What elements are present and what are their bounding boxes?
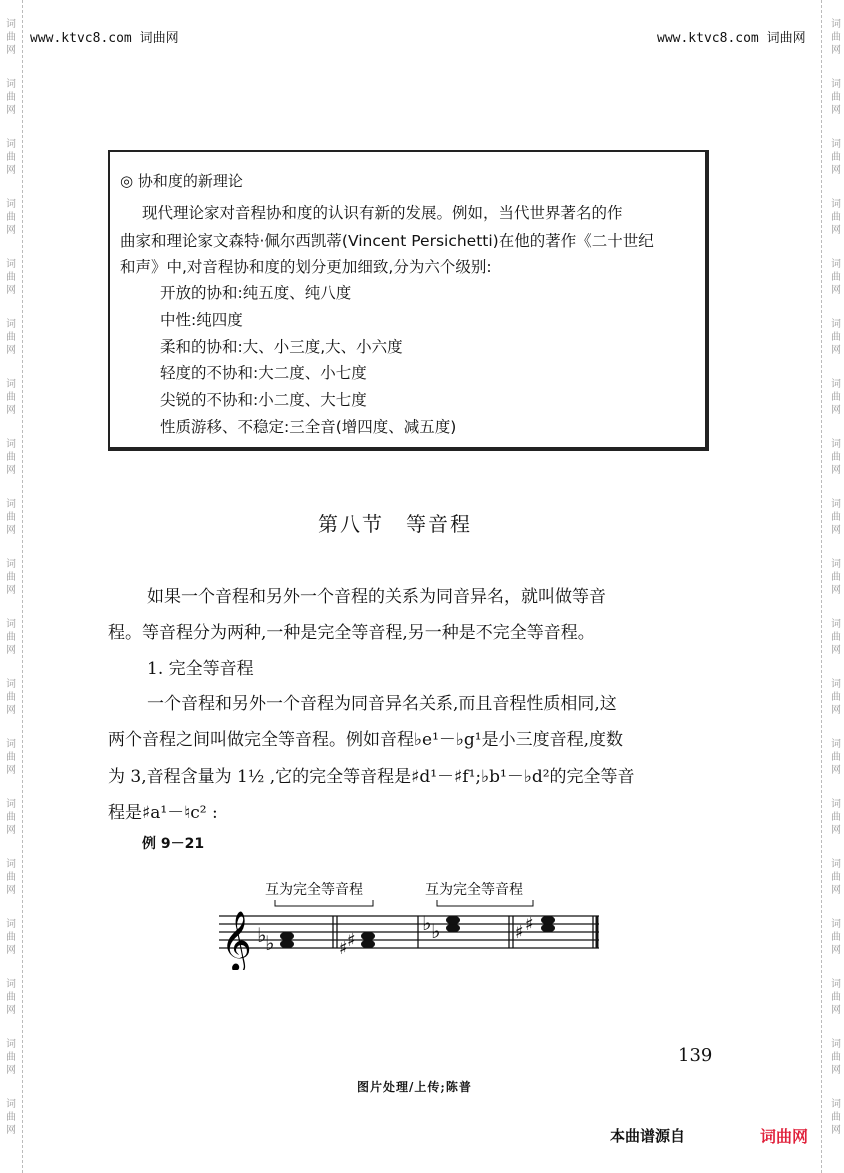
paragraph-line: 两个音程之间叫做完全等音程。例如音程♭e¹－♭g¹是小三度音程,度数 [108, 730, 624, 750]
side-watermark-char: 词 [6, 739, 16, 750]
side-watermark-char: 词 [831, 379, 841, 390]
side-watermark-char: 曲 [6, 632, 16, 643]
side-watermark-char: 曲 [6, 392, 16, 403]
side-watermark [3, 558, 19, 618]
side-watermark-char: 网 [831, 585, 841, 596]
side-watermark-char: 词 [831, 559, 841, 570]
side-watermark [3, 858, 19, 918]
side-watermark-char: 词 [831, 859, 841, 870]
side-watermark-char: 曲 [831, 752, 841, 763]
side-watermark-char: 曲 [6, 812, 16, 823]
side-watermark-char: 网 [831, 825, 841, 836]
side-watermark-char: 网 [831, 885, 841, 896]
paragraph-line: 为 3,音程含量为 1½ ,它的完全等音程是♯d¹－♯f¹;♭b¹－♭d²的完全等音 [108, 767, 635, 787]
side-watermark [828, 618, 844, 678]
side-watermark-char: 曲 [831, 512, 841, 523]
side-watermark-char: 曲 [831, 632, 841, 643]
side-watermark-char: 网 [6, 225, 16, 236]
side-watermark-char: 网 [6, 525, 16, 536]
side-watermark-char: 网 [6, 705, 16, 716]
side-watermark [828, 438, 844, 498]
side-watermark-char: 曲 [831, 332, 841, 343]
flat-icon: ♭ [265, 931, 275, 955]
side-watermark-char: 网 [6, 645, 16, 656]
side-watermark-char: 网 [831, 225, 841, 236]
side-watermark-char: 网 [831, 285, 841, 296]
side-watermark-char: 词 [831, 979, 841, 990]
side-watermark-char: 网 [831, 1065, 841, 1076]
side-watermark-char: 词 [831, 19, 841, 30]
side-watermark [828, 498, 844, 558]
treble-clef-icon: 𝄞 [221, 911, 252, 970]
side-watermark-char: 曲 [6, 1112, 16, 1123]
side-watermark [3, 258, 19, 318]
side-watermark-char: 词 [6, 19, 16, 30]
side-watermark-char: 网 [6, 765, 16, 776]
paragraph-line: 程是♯a¹－♮c² : [108, 803, 218, 823]
music-score [215, 878, 605, 970]
side-watermark-char: 曲 [831, 572, 841, 583]
side-watermark [3, 738, 19, 798]
side-watermark-char: 网 [6, 825, 16, 836]
side-watermark [3, 198, 19, 258]
example-label: 例 9－21 [142, 836, 205, 852]
sharp-icon: ♯ [347, 930, 356, 951]
box-line: 和声》中,对音程协和度的划分更加细致,分为六个级别: [120, 258, 492, 276]
left-page-border [22, 0, 25, 1173]
side-watermark-char: 曲 [831, 932, 841, 943]
side-watermark-char: 网 [831, 45, 841, 56]
side-watermark-char: 网 [6, 405, 16, 416]
side-watermark [3, 978, 19, 1038]
side-watermark-char: 曲 [831, 152, 841, 163]
side-watermark [828, 78, 844, 138]
side-watermark-char: 曲 [831, 872, 841, 883]
box-line: 性质游移、不稳定:三全音(增四度、减五度) [160, 418, 457, 436]
paragraph-line: 一个音程和另外一个音程为同音异名关系,而且音程性质相同,这 [147, 694, 617, 714]
chord-4 [515, 914, 555, 943]
side-watermark-char: 词 [6, 259, 16, 270]
side-watermark-char: 词 [831, 79, 841, 90]
side-watermark-char: 曲 [831, 272, 841, 283]
subheading: 1. 完全等音程 [147, 659, 254, 679]
side-watermark-char: 词 [831, 679, 841, 690]
side-watermark-char: 词 [6, 79, 16, 90]
side-watermark-char: 曲 [6, 332, 16, 343]
side-watermark-char: 词 [6, 199, 16, 210]
side-watermark-char: 网 [6, 885, 16, 896]
box-line: 现代理论家对音程协和度的认识有新的发展。例如，当代世界著名的作 [142, 204, 623, 222]
side-watermark-char: 网 [831, 465, 841, 476]
side-watermark-char: 词 [6, 559, 16, 570]
side-watermark-char: 网 [6, 165, 16, 176]
source-brand-link[interactable]: 词曲网 [760, 1127, 809, 1146]
side-watermark-char: 曲 [6, 452, 16, 463]
side-watermark-char: 曲 [831, 692, 841, 703]
side-watermark-char: 词 [6, 499, 16, 510]
side-watermark-char: 曲 [831, 1052, 841, 1063]
side-watermark-char: 曲 [831, 392, 841, 403]
side-watermark-char: 曲 [831, 992, 841, 1003]
side-watermark-char: 网 [6, 1125, 16, 1136]
side-watermark [828, 858, 844, 918]
side-watermark-char: 词 [6, 319, 16, 330]
header-watermark-right[interactable]: www.ktvc8.com 词曲网 [657, 31, 806, 46]
side-watermark-char: 网 [831, 1125, 841, 1136]
box-line: 中性:纯四度 [160, 311, 243, 329]
side-watermark [3, 918, 19, 978]
header-watermark-left[interactable]: www.ktvc8.com 词曲网 [30, 31, 179, 46]
paragraph-line: 如果一个音程和另外一个音程的关系为同音异名，就叫做等音 [147, 587, 606, 607]
sharp-icon: ♯ [515, 922, 524, 943]
sharp-icon: ♯ [525, 914, 534, 935]
side-watermark-char: 词 [831, 439, 841, 450]
side-watermark [828, 678, 844, 738]
side-watermark [3, 1098, 19, 1158]
side-watermark-char: 曲 [831, 92, 841, 103]
side-watermark-char: 网 [6, 345, 16, 356]
side-watermark-char: 词 [6, 799, 16, 810]
side-watermark [828, 378, 844, 438]
side-watermark [828, 258, 844, 318]
right-watermark-column [828, 18, 844, 1158]
credit-line: 图片处理/上传;陈普 [357, 1080, 472, 1094]
side-watermark-char: 词 [831, 619, 841, 630]
side-watermark [828, 798, 844, 858]
side-watermark-char: 曲 [831, 212, 841, 223]
side-watermark-char: 词 [6, 919, 16, 930]
side-watermark-char: 网 [6, 585, 16, 596]
chord-1 [257, 923, 294, 955]
side-watermark [828, 138, 844, 198]
bracket-left [275, 900, 373, 906]
side-watermark-char: 网 [831, 405, 841, 416]
side-watermark-char: 曲 [6, 512, 16, 523]
side-watermark-char: 曲 [831, 452, 841, 463]
side-watermark-char: 网 [6, 105, 16, 116]
flat-icon: ♭ [257, 923, 267, 947]
side-watermark-char: 词 [6, 1099, 16, 1110]
side-watermark-char: 词 [831, 919, 841, 930]
flat-icon: ♭ [431, 919, 441, 943]
side-watermark-char: 曲 [6, 992, 16, 1003]
side-watermark-char: 曲 [6, 1052, 16, 1063]
side-watermark-char: 曲 [831, 1112, 841, 1123]
side-watermark-char: 曲 [6, 872, 16, 883]
box-line: 轻度的不协和:大二度、小七度 [160, 364, 367, 382]
box-line: 开放的协和:纯五度、纯八度 [160, 284, 352, 302]
side-watermark [3, 438, 19, 498]
side-watermark-char: 网 [6, 1065, 16, 1076]
side-watermark [3, 678, 19, 738]
side-watermark [828, 18, 844, 78]
side-watermark-char: 网 [6, 465, 16, 476]
side-watermark-char: 词 [831, 1039, 841, 1050]
side-watermark-char: 网 [6, 1005, 16, 1016]
side-watermark [828, 978, 844, 1038]
side-watermark-char: 词 [6, 859, 16, 870]
side-watermark [3, 78, 19, 138]
source-text: 本曲谱源自 [610, 1127, 686, 1145]
side-watermark-char: 词 [6, 379, 16, 390]
side-watermark-char: 词 [831, 499, 841, 510]
side-watermark-char: 曲 [6, 152, 16, 163]
side-watermark-char: 词 [6, 1039, 16, 1050]
side-watermark-char: 词 [831, 319, 841, 330]
side-watermark-char: 词 [6, 439, 16, 450]
side-watermark-char: 曲 [831, 812, 841, 823]
box-line: 尖锐的不协和:小二度、大七度 [160, 391, 367, 409]
side-watermark-char: 曲 [6, 92, 16, 103]
side-watermark [3, 138, 19, 198]
left-watermark-column [3, 18, 19, 1158]
side-watermark [828, 1038, 844, 1098]
side-watermark-char: 网 [6, 945, 16, 956]
side-watermark [828, 318, 844, 378]
side-watermark [3, 318, 19, 378]
side-watermark-char: 词 [6, 619, 16, 630]
side-watermark-char: 网 [6, 45, 16, 56]
side-watermark-char: 曲 [6, 32, 16, 43]
side-watermark [3, 378, 19, 438]
side-watermark-char: 词 [6, 979, 16, 990]
side-watermark-char: 网 [831, 705, 841, 716]
side-watermark-char: 网 [831, 1005, 841, 1016]
section-title: 第八节 等音程 [318, 512, 472, 536]
side-watermark-char: 网 [831, 165, 841, 176]
side-watermark-char: 词 [831, 259, 841, 270]
side-watermark-char: 网 [831, 525, 841, 536]
side-watermark-char: 曲 [6, 272, 16, 283]
bracket-right [437, 900, 533, 906]
annotation-right: 互为完全等音程 [425, 882, 523, 898]
side-watermark-char: 曲 [6, 692, 16, 703]
side-watermark-char: 词 [6, 139, 16, 150]
page-number: 139 [678, 1045, 713, 1066]
side-watermark-char: 词 [6, 679, 16, 690]
side-watermark-char: 词 [831, 1099, 841, 1110]
flat-icon: ♭ [422, 911, 432, 935]
side-watermark [828, 558, 844, 618]
side-watermark [3, 18, 19, 78]
sharp-icon: ♯ [339, 938, 348, 959]
paragraph-line: 程。等音程分为两种,一种是完全等音程,另一种是不完全等音程。 [108, 623, 595, 643]
side-watermark [3, 1038, 19, 1098]
side-watermark-char: 曲 [831, 32, 841, 43]
side-watermark-char: 网 [831, 105, 841, 116]
side-watermark [828, 918, 844, 978]
box-line: 柔和的协和:大、小三度,大、小六度 [160, 338, 403, 356]
chord-2 [339, 930, 375, 959]
side-watermark-char: 网 [831, 765, 841, 776]
annotation-left: 互为完全等音程 [265, 882, 363, 898]
side-watermark-char: 网 [831, 345, 841, 356]
side-watermark-char: 曲 [6, 932, 16, 943]
side-watermark [828, 198, 844, 258]
side-watermark [3, 798, 19, 858]
side-watermark-char: 曲 [6, 572, 16, 583]
box-line: 曲家和理论家文森特·佩尔西凯蒂(Vincent Persichetti)在他的著作《二十世纪 [120, 232, 654, 250]
side-watermark-char: 曲 [6, 752, 16, 763]
side-watermark-char: 网 [831, 945, 841, 956]
side-watermark-char: 网 [6, 285, 16, 296]
side-watermark-char: 词 [831, 199, 841, 210]
right-page-border [821, 0, 824, 1173]
side-watermark-char: 曲 [6, 212, 16, 223]
box-title: ◎ 协和度的新理论 [120, 172, 243, 190]
side-watermark-char: 词 [831, 739, 841, 750]
side-watermark-char: 词 [831, 139, 841, 150]
side-watermark [828, 738, 844, 798]
side-watermark-char: 网 [831, 645, 841, 656]
side-watermark-char: 词 [831, 799, 841, 810]
side-watermark [3, 498, 19, 558]
side-watermark [3, 618, 19, 678]
side-watermark [828, 1098, 844, 1158]
